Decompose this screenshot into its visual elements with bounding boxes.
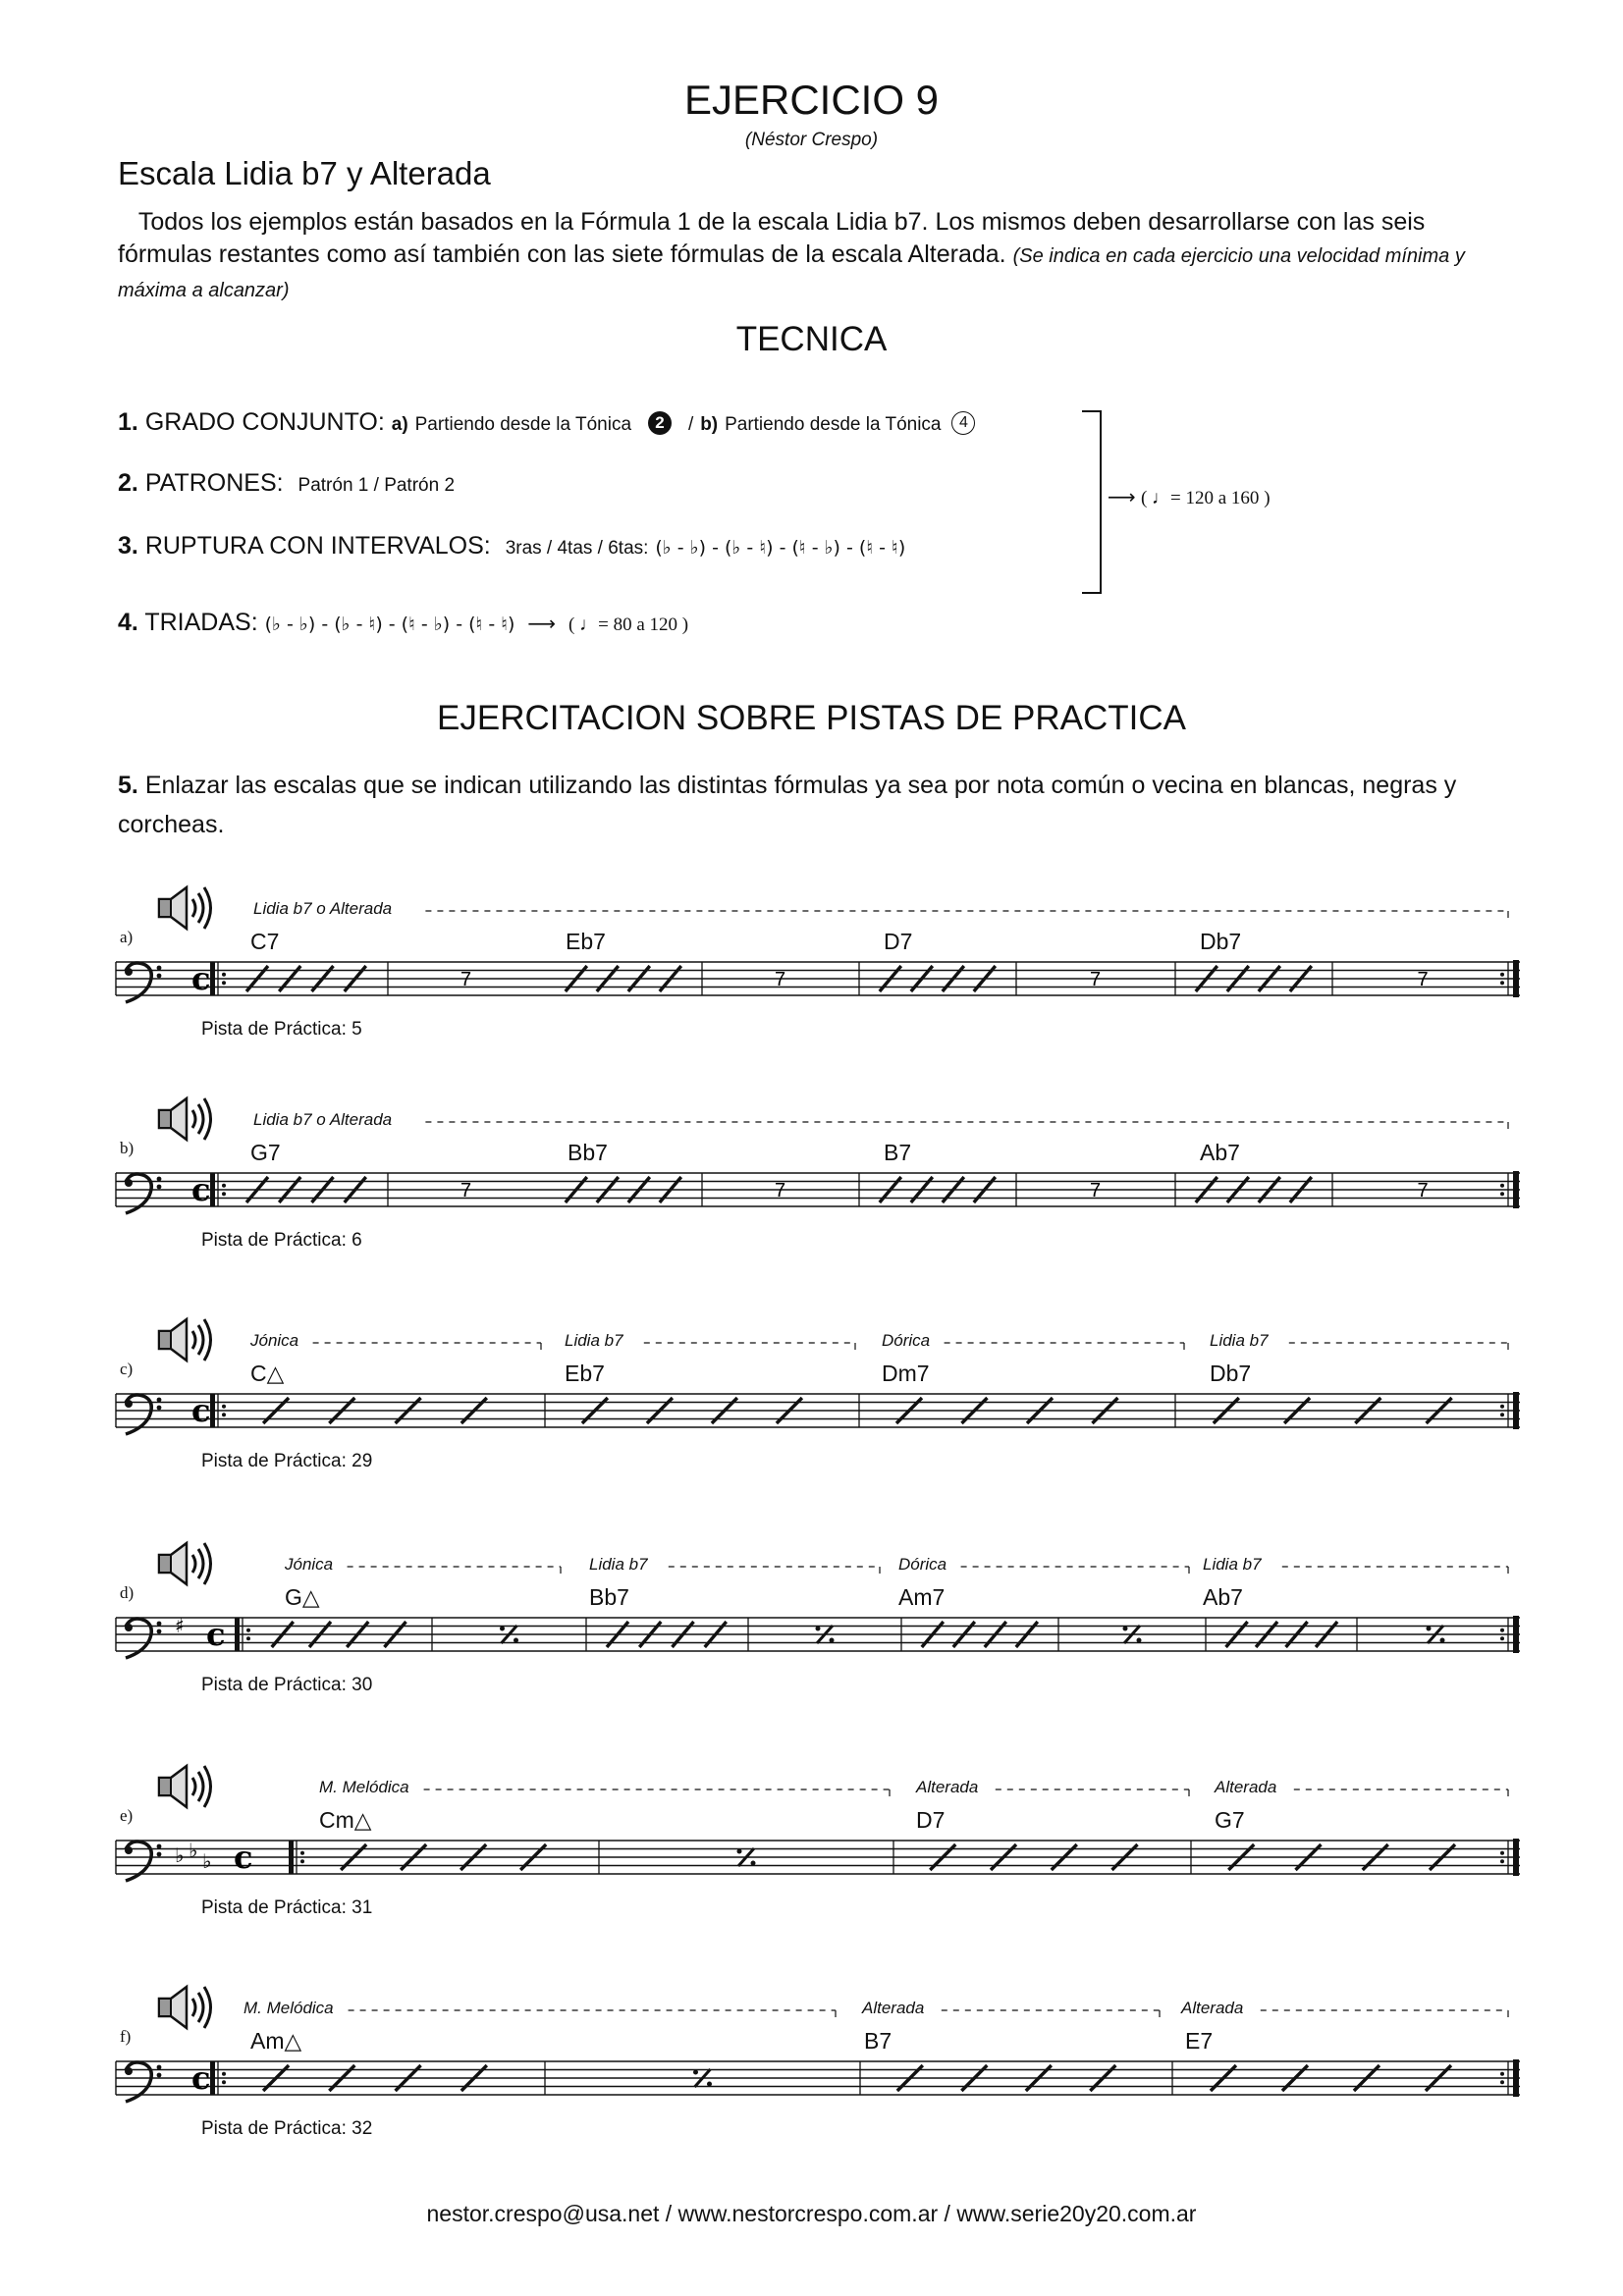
intro-main: Todos los ejemplos están basados en la Fórmula 1 de la escala Lidia b7. Los mismos deben desarrollarse con las seis fórmulas restantes como así también con las siete fórmulas de la escala Alterada. xyxy=(118,208,1426,268)
tempo-triadas: ( ♩= 80 a 120 ) xyxy=(568,614,689,635)
repeat-dot xyxy=(222,981,226,985)
tempo-group: ⟶ ( ♩= 120 a 160 ) xyxy=(1108,487,1271,508)
repeat-dot xyxy=(300,1859,304,1863)
flat-icon: ♭ xyxy=(175,1843,185,1867)
chord-symbol: Bb7 xyxy=(589,1584,629,1610)
bass-clef-icon xyxy=(125,1842,161,1881)
repeat-dot xyxy=(222,1405,226,1409)
bass-clef-icon xyxy=(125,1174,161,1213)
repeat-end-thick-bar xyxy=(1513,1392,1519,1429)
chord-symbol: E7 xyxy=(1185,2028,1214,2054)
repeat-dot xyxy=(300,1851,304,1855)
tecnica-heading: TECNICA xyxy=(735,320,888,358)
repeat-measure-symbol: 7 xyxy=(1417,1180,1429,1201)
exercise-f xyxy=(0,1983,1623,2199)
page-title: EJERCICIO 9 xyxy=(683,77,940,123)
common-time-icon: c xyxy=(191,1171,211,1208)
exercise-letter: d) xyxy=(120,1583,135,1602)
ejercitacion-heading: EJERCITACION SOBRE PISTAS DE PRACTICA xyxy=(437,699,1186,737)
scale-label: Lidia b7 xyxy=(565,1331,623,1350)
chord-symbol: Eb7 xyxy=(565,1361,605,1386)
repeat-dot xyxy=(1500,1859,1504,1863)
repeat-start-thick-bar xyxy=(210,1173,215,1206)
scale-label: Alterada xyxy=(862,1999,925,2017)
chord-symbol: G△ xyxy=(285,1584,320,1610)
item-detail: Patrón 1 / Patrón 2 xyxy=(298,475,456,496)
repeat-end-thick-bar xyxy=(1513,1171,1519,1208)
tecnica-item-3 xyxy=(118,532,905,561)
practice-track-label: Pista de Práctica: 32 xyxy=(201,2118,373,2139)
intro-paragraph xyxy=(118,206,1512,307)
item-sep: / xyxy=(687,414,694,435)
practice-track-label: Pista de Práctica: 6 xyxy=(201,1230,362,1251)
exercise-letter: b) xyxy=(120,1139,135,1157)
chord-symbol: C△ xyxy=(250,1361,285,1386)
common-time-icon: c xyxy=(191,960,211,997)
grouping-bracket xyxy=(1082,410,1102,594)
common-time-icon: c xyxy=(191,1392,211,1429)
common-time-icon: c xyxy=(206,1616,226,1653)
arrow-right-icon: ⟶ xyxy=(527,614,557,635)
exercise-a xyxy=(0,883,1623,1099)
item-text: Enlazar las escalas que se indican utilizando las distintas fórmulas ya sea por nota común o vecina en blancas, negras y corcheas. xyxy=(118,772,1457,838)
repeat-start-thick-bar xyxy=(210,2061,215,2095)
repeat-measure-symbol: 7 xyxy=(775,1180,786,1201)
scale-label: Dórica xyxy=(898,1555,947,1574)
chord-symbol: Bb7 xyxy=(568,1140,608,1165)
scale-label: Lidia b7 o Alterada xyxy=(253,899,393,918)
repeat-dot xyxy=(1500,1405,1504,1409)
item-label: TRIADAS: xyxy=(144,609,258,636)
item-a-tag: a) xyxy=(391,414,408,435)
flat-icon: ♭ xyxy=(189,1839,198,1862)
repeat-end-thick-bar xyxy=(1513,960,1519,997)
intro-note: (Se indica en cada ejercicio una velocidad mínima y máxima a alcanzar) xyxy=(118,245,1465,301)
subtitle: Escala Lidia b7 y Alterada xyxy=(118,155,491,191)
scale-label: Jónica xyxy=(250,1331,299,1350)
repeat-dot xyxy=(246,1629,250,1632)
chord-symbol: C7 xyxy=(250,929,280,954)
common-time-icon: c xyxy=(234,1839,253,1876)
repeat-dot xyxy=(222,1192,226,1196)
item-b-text: Partiendo desde la Tónica xyxy=(725,414,942,435)
scale-label: Dórica xyxy=(882,1331,931,1350)
practice-track-label: Pista de Práctica: 29 xyxy=(201,1451,373,1471)
repeat-dot xyxy=(1500,2080,1504,2084)
repeat-dot xyxy=(1500,981,1504,985)
chord-symbol: D7 xyxy=(884,929,913,954)
repeat-dot xyxy=(1500,973,1504,977)
chord-symbol: D7 xyxy=(916,1807,946,1833)
repeat-dot xyxy=(222,1184,226,1188)
tecnica-item-2 xyxy=(118,469,455,498)
exercise-c xyxy=(0,1315,1623,1531)
flat-icon: ♭ xyxy=(202,1849,212,1873)
repeat-dot xyxy=(222,973,226,977)
scale-label: Lidia b7 o Alterada xyxy=(253,1110,393,1129)
repeat-dot xyxy=(246,1636,250,1640)
item-number: 2. xyxy=(118,469,138,497)
outline-circle-4-icon: 4 xyxy=(951,411,975,435)
repeat-end-thick-bar xyxy=(1513,1616,1519,1653)
repeat-dot xyxy=(222,2080,226,2084)
staff-svg xyxy=(0,883,1623,1099)
triad-pattern: (♭ - ♭) - (♭ - ♮) - (♮ - ♭) - (♮ - ♮) xyxy=(264,614,515,635)
interval-pattern: (♭ - ♭) - (♭ - ♮) - (♮ - ♭) - (♮ - ♮) xyxy=(655,537,906,559)
quarter-note-icon: ♩ xyxy=(1152,488,1171,508)
repeat-dot xyxy=(1500,1629,1504,1632)
repeat-dot xyxy=(1500,1636,1504,1640)
item-number: 5. xyxy=(118,772,138,799)
author: (Néstor Crespo) xyxy=(744,130,879,150)
exercise-b xyxy=(0,1095,1623,1310)
chord-symbol: Db7 xyxy=(1200,929,1242,954)
chord-symbol: G7 xyxy=(1215,1807,1245,1833)
staff-svg xyxy=(0,1762,1623,1978)
common-time-icon: c xyxy=(191,2059,211,2097)
chord-symbol: G7 xyxy=(250,1140,281,1165)
quarter-note-icon: ♩ xyxy=(579,614,599,635)
chord-symbol: Ab7 xyxy=(1203,1584,1243,1610)
practice-track-label: Pista de Práctica: 5 xyxy=(201,1019,362,1040)
repeat-dot xyxy=(1500,1192,1504,1196)
chord-symbol: B7 xyxy=(864,2028,893,2054)
repeat-start-thick-bar xyxy=(210,1394,215,1427)
repeat-measure-symbol: 7 xyxy=(1417,969,1429,990)
exercise-e xyxy=(0,1762,1623,1978)
chord-symbol: Am7 xyxy=(898,1584,946,1610)
scale-label: Alterada xyxy=(1181,1999,1244,2017)
repeat-dot xyxy=(222,2072,226,2076)
repeat-measure-symbol: 7 xyxy=(460,969,472,990)
repeat-measure-symbol: 7 xyxy=(460,1180,472,1201)
exercise-d xyxy=(0,1539,1623,1755)
item-a-text: Partiendo desde la Tónica xyxy=(414,414,632,435)
practice-track-label: Pista de Práctica: 31 xyxy=(201,1897,373,1918)
item-b-tag: b) xyxy=(700,414,719,435)
scale-label: Alterada xyxy=(1215,1778,1277,1796)
repeat-start-thick-bar xyxy=(210,962,215,995)
repeat-end-thick-bar xyxy=(1513,2059,1519,2097)
scale-label: Jónica xyxy=(285,1555,334,1574)
bass-clef-icon xyxy=(125,963,161,1002)
exercise-letter: a) xyxy=(120,928,134,946)
chord-symbol: Cm△ xyxy=(319,1807,372,1833)
scale-label: M. Melódica xyxy=(319,1778,409,1796)
item-label: RUPTURA CON INTERVALOS: xyxy=(144,532,491,560)
bass-clef-icon xyxy=(125,1619,161,1658)
tecnica-item-4 xyxy=(118,609,688,637)
item-number: 1. xyxy=(118,408,138,436)
repeat-measure-symbol: 7 xyxy=(1090,969,1102,990)
repeat-dot xyxy=(1500,1413,1504,1416)
repeat-dot xyxy=(222,1413,226,1416)
bass-clef-icon xyxy=(125,1395,161,1434)
chord-symbol: Am△ xyxy=(250,2028,302,2054)
tecnica-item-1 xyxy=(118,408,975,437)
item-number: 3. xyxy=(118,532,138,560)
item-label: GRADO CONJUNTO: xyxy=(144,408,385,436)
chord-symbol: Ab7 xyxy=(1200,1140,1240,1165)
sharp-icon: ♯ xyxy=(175,1614,185,1637)
repeat-dot xyxy=(1500,1851,1504,1855)
item-detail: 3ras / 4tas / 6tas: xyxy=(505,538,649,559)
repeat-measure-symbol: 7 xyxy=(1090,1180,1102,1201)
chord-symbol: Db7 xyxy=(1210,1361,1252,1386)
scale-label: Lidia b7 xyxy=(589,1555,648,1574)
scale-label: Alterada xyxy=(916,1778,979,1796)
exercise-letter: c) xyxy=(120,1360,134,1378)
arrow-right-icon: ⟶ xyxy=(1108,487,1136,508)
repeat-measure-symbol: 7 xyxy=(775,969,786,990)
bass-clef-icon xyxy=(125,2062,161,2102)
chord-symbol: Eb7 xyxy=(566,929,606,954)
scale-label: M. Melódica xyxy=(243,1999,334,2017)
staff-svg xyxy=(0,1315,1623,1531)
staff-svg xyxy=(0,1539,1623,1755)
repeat-dot xyxy=(1500,2072,1504,2076)
chord-symbol: Dm7 xyxy=(882,1361,930,1386)
chord-symbol: B7 xyxy=(884,1140,912,1165)
practice-track-label: Pista de Práctica: 30 xyxy=(201,1675,373,1695)
scale-label: Lidia b7 xyxy=(1210,1331,1269,1350)
staff-svg xyxy=(0,1095,1623,1310)
footer-contact: nestor.crespo@usa.net / www.nestorcrespo.com.ar / www.serie20y20.com.ar xyxy=(426,2201,1197,2226)
repeat-end-thick-bar xyxy=(1513,1839,1519,1876)
repeat-start-thick-bar xyxy=(289,1841,294,1874)
exercise-letter: f) xyxy=(120,2027,132,2046)
repeat-start-thick-bar xyxy=(235,1618,240,1651)
exercise-5-instruction xyxy=(118,766,1512,844)
item-label: PATRONES: xyxy=(144,469,284,497)
exercise-letter: e) xyxy=(120,1806,134,1825)
item-number: 4. xyxy=(118,609,138,636)
tempo-group-value: = 120 a 160 xyxy=(1170,488,1260,508)
repeat-dot xyxy=(1500,1184,1504,1188)
scale-label: Lidia b7 xyxy=(1203,1555,1262,1574)
filled-circle-2-icon: 2 xyxy=(648,411,672,435)
